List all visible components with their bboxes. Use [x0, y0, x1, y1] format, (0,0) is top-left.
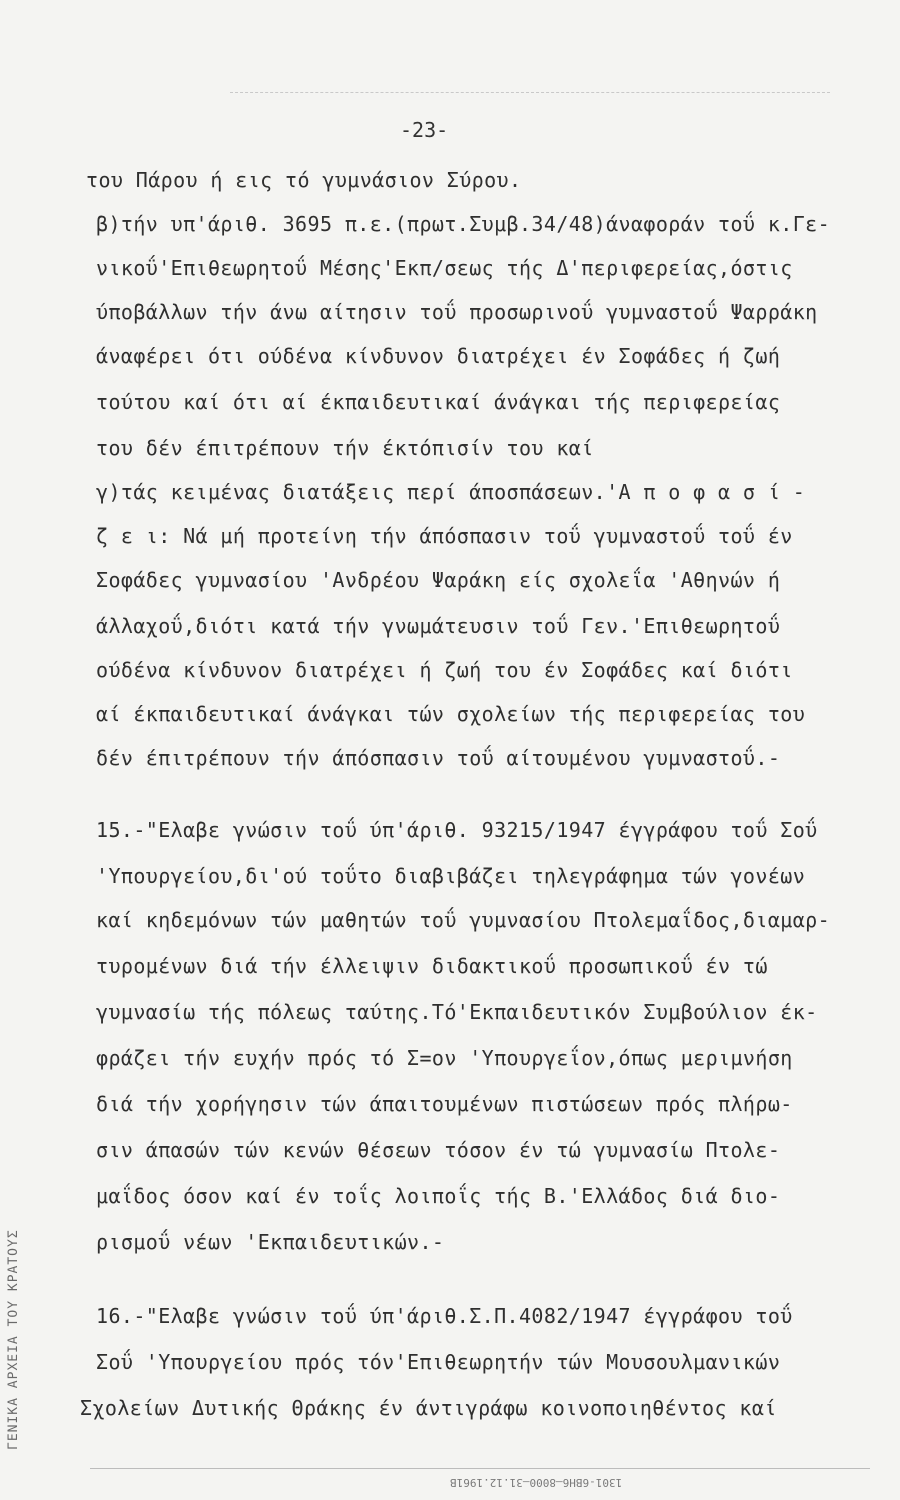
archive-spine-label: ΓΕΝΙΚΑ ΑΡΧΕΙΑ ΤΟΥ ΚΡΑΤΟΥΣ	[6, 1229, 21, 1450]
top-rule	[230, 92, 830, 93]
bottom-rule	[90, 1468, 870, 1469]
text-line: τυρομένων διά τήν έλλειψιν διδακτικοΰ προσωπικοΰ έν τώ	[96, 954, 768, 978]
text-line: σιν άπασών τών κενών θέσεων τόσον έν τώ γυμνασίω Πτολε-	[96, 1138, 781, 1162]
text-line: δέν έπιτρέπουν τήν άπόσπασιν τοΰ αίτουμένου γυμναστοΰ.-	[96, 746, 781, 770]
text-line: μαΐδος όσον καί έν τοΐς λοιποΐς τής Β.'Ελλάδος διά διο-	[96, 1184, 781, 1208]
text-line: ούδένα κίνδυνον διατρέχει ή ζωή του έν Σοφάδες καί διότι	[96, 658, 793, 682]
text-line: γυμνασίω τής πόλεως ταύτης.Τό'Εκπαιδευτικόν Συμβούλιον έκ-	[96, 1000, 818, 1024]
text-line: ρισμοΰ νέων 'Εκπαιδευτικών.-	[96, 1230, 445, 1254]
text-line: αί έκπαιδευτικαί άνάγκαι τών σχολείων τής περιφερείας του	[96, 702, 806, 726]
text-line: φράζει τήν ευχήν πρός τό Σ=ον 'Υπουργεΐον,όπως μεριμνήση	[96, 1046, 793, 1070]
text-line: 'Υπουργείου,δι'ού τοΰτο διαβιβάζει τηλεγράφημα τών γονέων	[96, 864, 806, 888]
text-line: τούτου καί ότι αί έκπαιδευτικαί άνάγκαι τής περιφερείας	[96, 390, 781, 414]
text-line: άλλαχοΰ,διότι κατά τήν γνωμάτευσιν τοΰ Γεν.'Επιθεωρητοΰ	[96, 614, 781, 638]
page-number: -23-	[400, 118, 449, 142]
text-line: του Πάρου ή εις τό γυμνάσιον Σύρου.	[86, 168, 522, 192]
text-line: του δέν έπιτρέπουν τήν έκτόπισίν του καί	[96, 436, 594, 460]
text-line: ύποβάλλων τήν άνω αίτησιν τοΰ προσωρινοΰ γυμναστοΰ Ψαρράκη	[96, 300, 818, 324]
text-line: 16.-"Ελαβε γνώσιν τοΰ ύπ'άριθ.Σ.Π.4082/1947 έγγράφου τοΰ	[96, 1304, 793, 1328]
text-line: Σοφάδες γυμνασίου 'Ανδρέου Ψαράκη είς σχολεΐα 'Αθηνών ή	[96, 568, 781, 592]
print-footer: 1301-6ΒΗ6—8000—31.12.1961Β	[450, 1476, 623, 1489]
text-line: Σοΰ 'Υπουργείου πρός τόν'Επιθεωρητήν τών Μουσουλμανικών	[96, 1350, 781, 1374]
text-line: καί κηδεμόνων τών μαθητών τοΰ γυμνασίου Πτολεμαΐδος,διαμαρ-	[96, 908, 831, 932]
text-line: διά τήν χορήγησιν τών άπαιτουμένων πιστώσεων πρός πλήρω-	[96, 1092, 793, 1116]
text-line: Σχολείων Δυτικής Θράκης έν άντιγράφω κοινοποιηθέντος καί	[80, 1396, 777, 1420]
text-line: νικοΰ'Επιθεωρητοΰ Μέσης'Εκπ/σεως τής Δ'περιφερείας,όστις	[96, 256, 793, 280]
text-line: 15.-"Ελαβε γνώσιν τοΰ ύπ'άριθ. 93215/1947 έγγράφου τοΰ Σοΰ	[96, 818, 818, 842]
text-line: β)τήν υπ'άριθ. 3695 π.ε.(πρωτ.Συμβ.34/48)άναφοράν τοΰ κ.Γε-	[96, 212, 831, 236]
text-line: γ)τάς κειμένας διατάξεις περί άποσπάσεων.'Α π ο φ α σ ί -	[96, 480, 806, 504]
text-line: άναφέρει ότι ούδένα κίνδυνον διατρέχει έν Σοφάδες ή ζωή	[96, 344, 781, 368]
text-line: ζ ε ι: Νά μή προτείνη τήν άπόσπασιν τοΰ γυμναστοΰ τοΰ έν	[96, 524, 793, 548]
